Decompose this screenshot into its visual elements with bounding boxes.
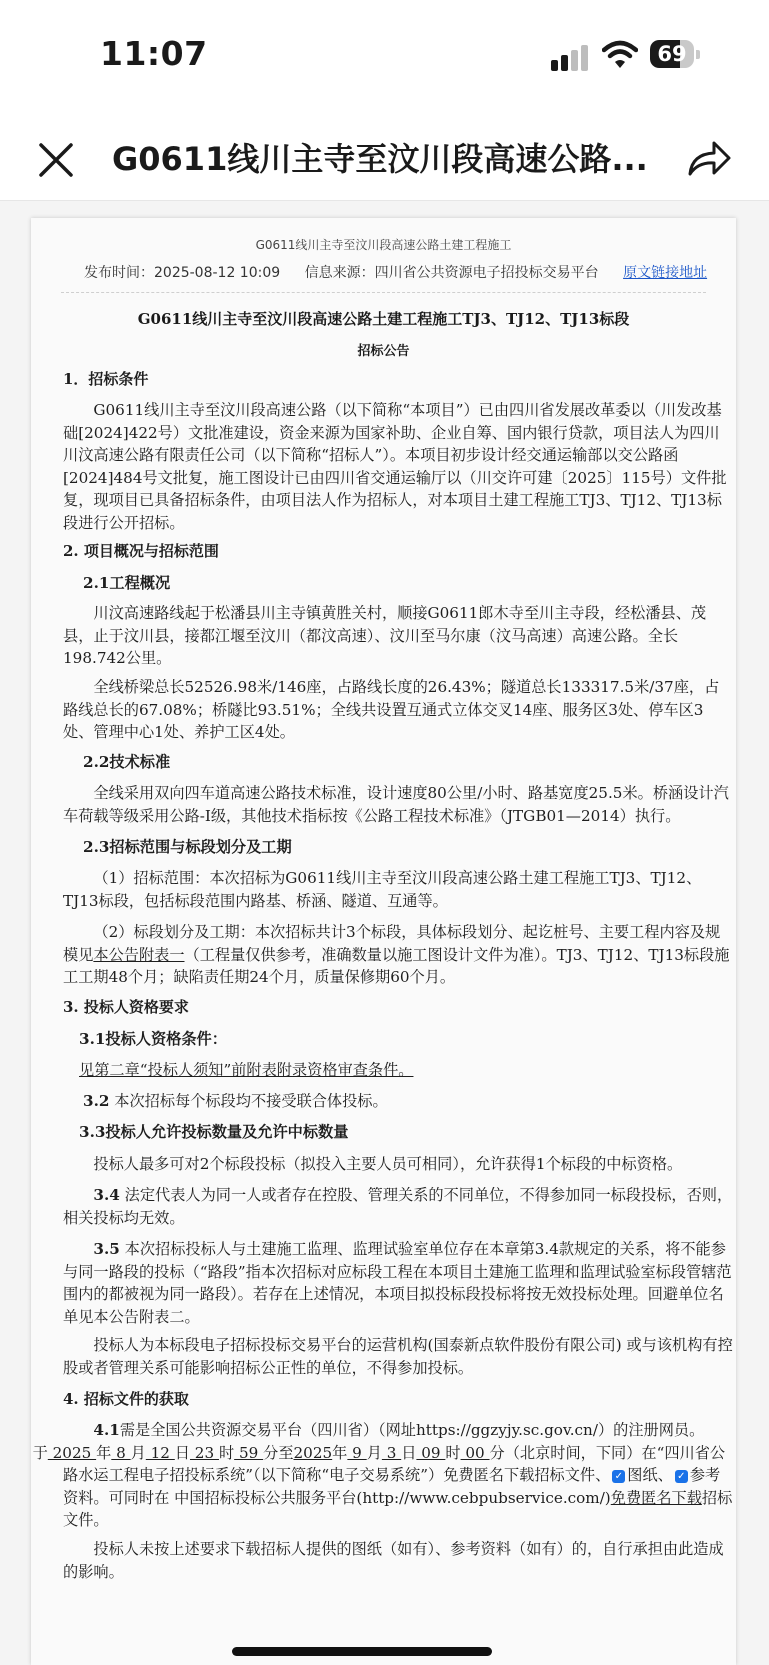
doc-subtitle: 招标公告 bbox=[357, 344, 410, 359]
section-heading: 1．招标条件 bbox=[63, 370, 149, 388]
text: 月 bbox=[366, 1443, 382, 1462]
subsection-heading: 2.3招标范围与标段划分及工期 bbox=[83, 838, 292, 856]
checkbox-checked-icon[interactable]: ✓ bbox=[612, 1470, 625, 1483]
date-field: 23 bbox=[189, 1443, 219, 1462]
date-field: 2025 bbox=[293, 1443, 333, 1462]
text: 图纸、 bbox=[627, 1466, 673, 1484]
clause-number: 4.1 bbox=[93, 1421, 120, 1439]
cellular-signal-icon bbox=[551, 43, 591, 71]
subsection-heading: 3.1投标人资格条件： bbox=[79, 1030, 227, 1048]
doc-header-title: G0611线川主寺至汶川段高速公路土建工程施工 bbox=[255, 238, 512, 252]
paragraph: 投标人为本标段电子招标投标交易平台的运营机构(国泰新点软件股份有限公司) 或与该机构有控股或者管理关系可能影响招标公正性的单位，不得参加投标。 bbox=[63, 1336, 733, 1377]
text: 本次招标每个标段均不接受联合体投标。 bbox=[109, 1092, 388, 1110]
text: 法定代表人为同一人或者存在控股、管理关系的不同单位，不得参加同一标段投标，否则，相关投标均无效。 bbox=[63, 1186, 733, 1227]
paragraph bbox=[32, 1419, 733, 1532]
date-field: 8 bbox=[111, 1443, 131, 1462]
text: 分至 bbox=[263, 1443, 294, 1462]
original-link[interactable]: 原文链接地址 bbox=[623, 265, 708, 281]
date-field: 59 bbox=[234, 1443, 264, 1462]
share-button[interactable] bbox=[686, 138, 732, 180]
text: （工程量仅供参考，准确数量以施工图设计文件为准）。TJ3、TJ12、TJ13标段施工工期48个月；缺陷责任期24个月，质量保修期60个月。 bbox=[63, 945, 730, 986]
subsection-heading: 2.1工程概况 bbox=[83, 574, 171, 592]
clause-number: 3.2 bbox=[83, 1092, 110, 1110]
close-button[interactable] bbox=[36, 140, 76, 180]
section-heading: 4. 招标文件的获取 bbox=[63, 1390, 189, 1408]
status-time: 11:07 bbox=[100, 34, 208, 73]
text: 年 bbox=[96, 1443, 112, 1462]
doc-title: G0611线川主寺至汶川段高速公路土建工程施工TJ3、TJ12、TJ13标段 bbox=[137, 310, 630, 328]
paragraph bbox=[63, 921, 733, 989]
doc-meta bbox=[84, 262, 727, 282]
paragraph bbox=[63, 1059, 736, 1082]
date-field: 3 bbox=[381, 1443, 402, 1462]
date-field: 12 bbox=[145, 1443, 175, 1462]
paragraph: 全线桥梁总长52526.98米/146座，占路线长度的26.43%；隧道总长133317.5米/37座，占路线总长的67.08%；桥隧比93.51%；全线共设置互通式立体交叉14座、服务区3处、停车区3处、管理中心1处、养护工区4处。 bbox=[63, 678, 720, 741]
clause-number: 3.5 bbox=[93, 1240, 120, 1258]
qualification-link[interactable]: 见第二章“投标人须知”前附表附录资格审查条件。 bbox=[79, 1061, 414, 1079]
text: 时 bbox=[445, 1443, 461, 1462]
text: 时 bbox=[218, 1443, 235, 1462]
paragraph: 全线采用双向四车道高速公路技术标准，设计速度80公里/小时、路基宽度25.5米。桥涵设计汽车荷载等级采用公路-I级，其他技术指标按《公路工程技术标准》（JTGB01—2014）执行。 bbox=[63, 784, 729, 825]
paragraph: 投标人未按上述要求下载招标人提供的图纸（如有）、参考资料（如有）的，自行承担由此造成的影响。 bbox=[63, 1540, 724, 1581]
text: 招标文件。 bbox=[63, 1488, 733, 1529]
paragraph bbox=[63, 1184, 733, 1229]
text: 日 bbox=[174, 1443, 190, 1462]
text: 年 bbox=[332, 1443, 348, 1462]
text: 日 bbox=[401, 1443, 417, 1462]
page-title: G0611线川主寺至汶川段高速公路... bbox=[112, 140, 648, 178]
download-link[interactable]: 免费匿名下载 bbox=[610, 1488, 702, 1507]
date-field: 09 bbox=[416, 1443, 446, 1462]
battery-icon bbox=[650, 40, 700, 70]
paragraph bbox=[63, 1090, 736, 1113]
nav-bar bbox=[0, 118, 769, 201]
home-indicator[interactable] bbox=[232, 1647, 492, 1656]
checkbox-checked-icon[interactable]: ✓ bbox=[675, 1470, 688, 1483]
date-field: 9 bbox=[347, 1443, 367, 1462]
share-icon bbox=[686, 138, 732, 180]
text: 需是全国公共资源交易平台（四川省）（网址https://ggzyjy.sc.gov.cn/）的注册网员。 bbox=[119, 1421, 705, 1439]
subsection-heading: 2.2技术标准 bbox=[83, 753, 171, 771]
close-icon bbox=[36, 140, 76, 180]
paragraph: （1）招标范围：本次招标为G0611线川主寺至汶川段高速公路土建工程施工TJ3、TJ12、TJ13标段，包括标段范围内路基、桥涵、隧道、互通等。 bbox=[63, 869, 702, 910]
text: 分（北京时间，下同）在“四川省公路水运工程电子招投标系统”（以下简称“电子交易系统”）免费匿名下载招标文件、 bbox=[63, 1443, 726, 1484]
text: 月 bbox=[130, 1443, 146, 1462]
info-source: 信息来源：四川省公共资源电子招投标交易平台 bbox=[304, 265, 599, 281]
paragraph: 川汶高速路线起于松潘县川主寺镇黄胜关村，顺接G0611郎木寺至川主寺段，经松潘县、茂县，止于汶川县，接都江堰至汶川（都汶高速）、汶川至马尔康（汶马高速）高速公路。全长198.742公里。 bbox=[63, 604, 707, 667]
document-card bbox=[31, 218, 736, 1665]
paragraph bbox=[63, 1238, 733, 1328]
paragraph: G0611线川主寺至汶川段高速公路（以下简称“本项目”）已由四川省发展改革委以（川发改基础[2024]422号）文批准建设，资金来源为国家补助、企业自筹、国内银行贷款，项目法人为四川川汶高速公路有限责任公司（以下简称“招标人”）。本项目初步设计经交通运输部以交公路函[2024]484号文批复，施工图设计已由四川省交通运输厅以（川交许可建〔2025〕115号）文件批复，现项目已具备招标条件，由项目法人作为招标人，对本项目土建工程施工TJ3、TJ12、TJ13标段进行公开招标。 bbox=[63, 401, 727, 532]
status-bar bbox=[0, 0, 769, 110]
battery-level: 69 bbox=[657, 42, 687, 66]
text: 于 bbox=[32, 1443, 48, 1462]
appendix-link[interactable]: 本公告附表一 bbox=[93, 945, 185, 964]
text: 参考资料。可同时在 中国招标投标公共服务平台(http://www.cebpubservice.com/) bbox=[63, 1466, 721, 1507]
divider bbox=[61, 292, 706, 293]
section-heading: 2. 项目概况与招标范围 bbox=[63, 542, 219, 560]
wifi-icon bbox=[602, 40, 638, 70]
date-field: 00 bbox=[460, 1443, 490, 1462]
date-field: 2025 bbox=[47, 1443, 97, 1462]
clause-number: 3.4 bbox=[93, 1186, 120, 1204]
text: 本次招标投标人与土建施工监理、监理试验室单位存在本章第3.4款规定的关系，将不能参与同一路段的投标（“路段”指本次招标对应标段工程在本项目土建施工监理和监理试验室标段管辖范围内的都被视为同一路段）。若存在上述情况，本项目拟投标段投标将按无效投标处理。回避单位名单见本公告附表二。 bbox=[63, 1240, 732, 1326]
section-heading: 3. 投标人资格要求 bbox=[63, 998, 189, 1016]
publish-time: 发布时间：2025-08-12 10:09 bbox=[84, 265, 281, 281]
subsection-heading: 3.3投标人允许投标数量及允许中标数量 bbox=[79, 1123, 349, 1141]
text: （2）标段划分及工期：本次招标共计3个标段，具体标段划分、起讫桩号、主要工程内容及规模见 bbox=[63, 923, 721, 964]
paragraph: 投标人最多可对2个标段投标（拟投入主要人员可相同），允许获得1个标段的中标资格。 bbox=[93, 1155, 683, 1173]
